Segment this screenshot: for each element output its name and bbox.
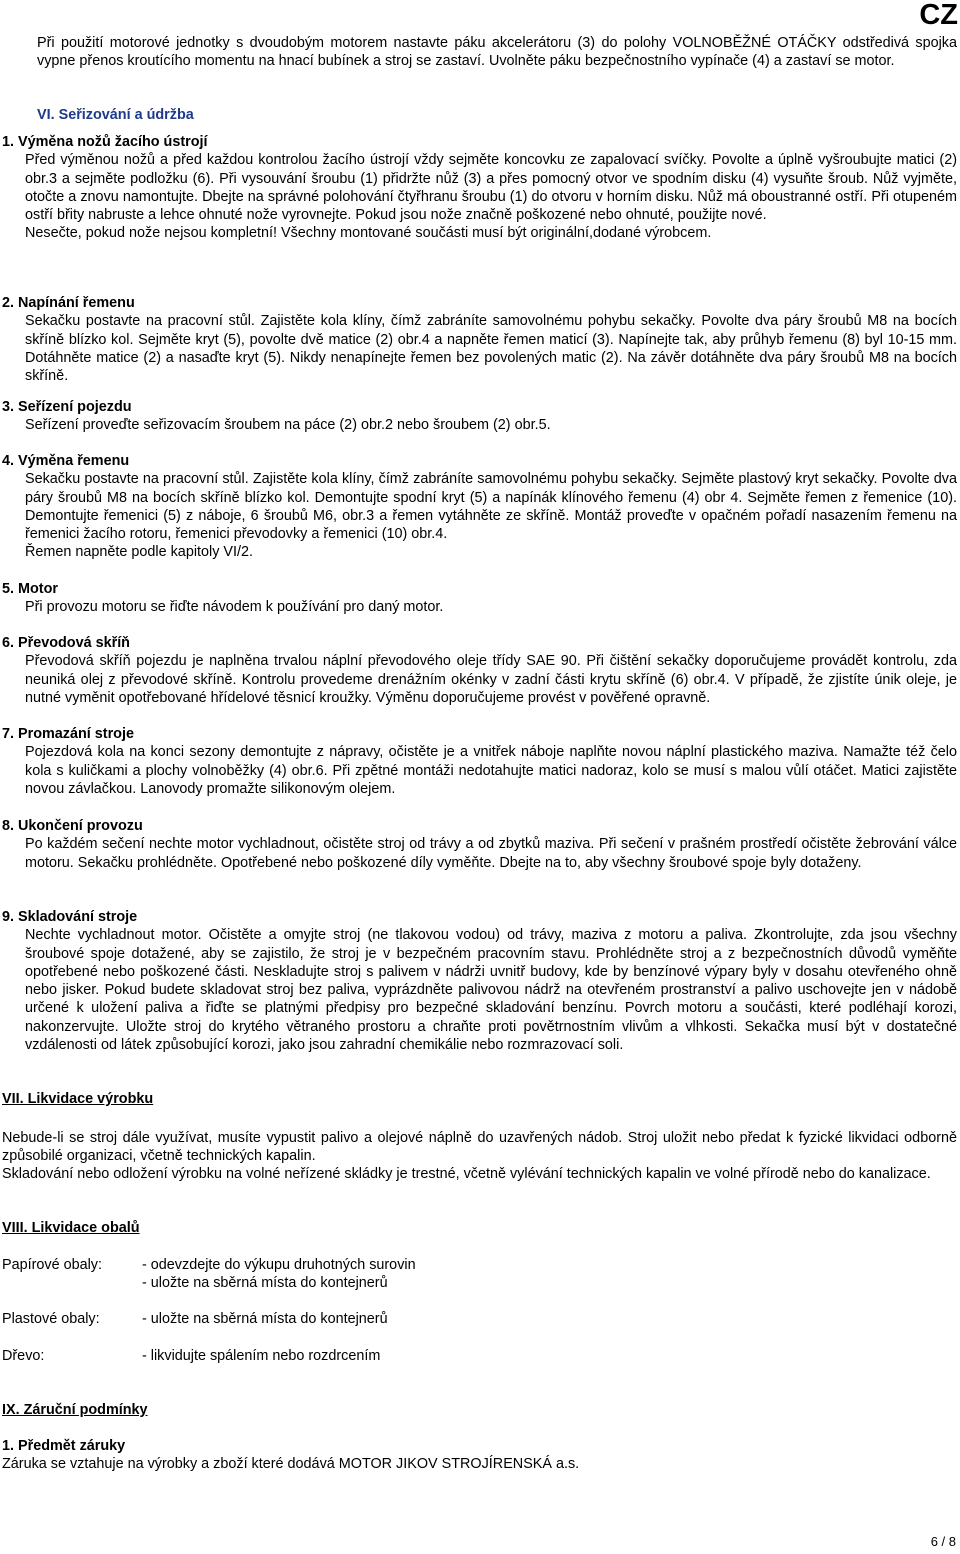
vi-item-9	[2, 908, 957, 1054]
vi-item-5	[2, 580, 957, 617]
section-viii-title: VIII. Likvidace obalů	[2, 1220, 140, 1236]
section-vi-title: VI. Seřizování a údržba	[37, 107, 194, 123]
vi-item-6	[2, 634, 957, 707]
warranty-subject-title: 1. Předmět záruky	[2, 1438, 126, 1454]
vi-item-1-title: 1. Výměna nožů žacího ústrojí	[2, 134, 208, 150]
vi-item-5-title: 5. Motor	[2, 581, 58, 597]
vi-item-2-title: 2. Napínání řemenu	[2, 295, 135, 311]
vi-item-3	[2, 398, 957, 435]
vi-item-2-body: Sekačku postavte na pracovní stůl. Zajistěte kola klíny, čímž zabráníte samovolnému pohybu sekačky. Povolte dva páry šroubů M8 na bocích skříně blízko kol. Sejměte kryt (5), povolte dvě matice (2) obr.4 a napněte řemen maticí (3). Napínejte tak, aby průhyb řemenu (8) byl 10-15 mm. Dotáhněte matice (2) a nasaďte kryt (5). Nikdy nenapínejte řemen bez povolených matic (2). Na závěr dotáhněte dva páry šroubů M8 na bocích skříně.	[25, 313, 957, 385]
section-vii-title: VII. Likvidace výrobku	[2, 1091, 154, 1107]
vi-item-1-body: Před výměnou nožů a před každou kontrolou žacího ústrojí vždy sejměte koncovku ze zapalovací svíčky. Povolte a úplně vyšroubujte matici (2) obr.3 a sejměte podložku (6). Při vysouvání šroubu (1) přidržte nůž (3) a přes pomocný otvor ve spodním disku (4) vysuňte šroub. Nůž vyjměte, otočte a znovu namontujte. Dbejte na správné polohování čtyřhranu šroubu (1) do otvoru v horním disku. Nůž má oboustranné ostří. Při otupeném ostří břity nabruste a lehce ohnuté nože vyrovnejte. Pokud jsou nože značně poškozené nebo ohnuté, použijte nové.	[25, 152, 957, 224]
page-number: 6 / 8	[930, 1534, 956, 1549]
vi-item-8-body: Po každém sečení nechte motor vychladnout, očistěte stroj od trávy a od zbytků maziva. Při sečení v prašném prostředí očistěte žebrování válce motoru. Sekačku prohlédněte. Opotřebené nebo poškozené díly vyměňte. Dbejte na to, aby všechny šroubové spoje byly dotaženy.	[25, 836, 957, 871]
vi-item-5-body: Při provozu motoru se řiďte návodem k používání pro daný motor.	[25, 599, 444, 616]
packaging-wood-label: Dřevo:	[2, 1348, 45, 1364]
warranty-subject-body: Záruka se vztahuje na výrobky a zboží které dodává MOTOR JIKOV STROJÍRENSKÁ a.s.	[2, 1456, 580, 1472]
language-code: CZ	[919, 0, 958, 31]
vi-item-6-body: Převodová skříň pojezdu je naplněna trvalou náplní převodového oleje třídy SAE 90. Při čištění sekačky doporučujeme provádět kontrolu, zda neuniká olej z převodové skříně. Kontrolu provedeme drenážním okénky v zadní části krytu skříně (6) obr.4. V případě, že zjistíte únik oleje, je nutné vyměnit opotřebované hřídelové těsnicí kroužky. Výměnu doporučujeme provést v pověřené opravně.	[25, 653, 957, 706]
vi-item-1-note: Nesečte, pokud nože nejsou kompletní! Všechny montované součásti musí být originální,dodané výrobcem.	[25, 225, 712, 242]
vi-item-3-body: Seřízení proveďte seřizovacím šroubem na páce (2) obr.2 nebo šroubem (2) obr.5.	[25, 417, 551, 434]
packaging-wood-line-1: - likvidujte spálením nebo rozdrcením	[142, 1348, 381, 1364]
vi-item-7-body: Pojezdová kola na konci sezony demontujte z nápravy, očistěte je a vnitřek náboje naplňte novou náplní plastického maziva. Namažte též čelo kola s kuličkami a plochy volnoběžky (4) obr.6. Při zpětné montáži nedotahujte matici nadoraz, kolo se musí s malou vůlí otáčet. Matici zajistěte novou závlačkou. Lanovody promažte silikonovým olejem.	[25, 744, 957, 797]
vi-item-2	[2, 294, 957, 385]
packaging-paper-label: Papírové obaly:	[2, 1257, 102, 1273]
vi-item-9-body: Nechte vychladnout motor. Očistěte a omyjte stroj (ne tlakovou vodou) od trávy, maziva z motoru a paliva. Zkontrolujte, zda jsou všechny šroubové spoje dotažené, aby se zajistilo, že stroj je v bezpečném pracovním stavu. Prohlédněte stroj a z bezpečnostních důvodů vyměňte opotřebené nebo poškozené části. Neskladujte stroj s palivem v nádrži uvnitř budovy, kde by benzínové výpary byly v dosahu otevřeného ohně nebo jisker. Pokud budete skladovat stroj bez paliva, vyprázdněte palivovou nádrž na otevřeném prostranství a palivo uschovejte jen v nádobě určené k uložení paliva a řiďte se platnými předpisy pro bezpečné skladování benzínu. Povrch motoru a součásti, které podléhají korozi, nakonzervujte. Uložte stroj do krytého větraného prostoru a chraňte proti povětrnostním vlivům a vlhkosti. Sekačka musí být v dostatečné vzdálenosti od látek způsobující korozi, jako jsou zahradní chemikálie nebo rozmrazovací soli.	[25, 927, 957, 1054]
vi-item-7-title: 7. Promazání stroje	[2, 726, 134, 742]
packaging-paper-line-1: - odevzdejte do výkupu druhotných surovin	[142, 1257, 416, 1273]
vi-item-6-title: 6. Převodová skříň	[2, 635, 130, 651]
vi-item-8	[2, 817, 957, 872]
section-ix-title: IX. Záruční podmínky	[2, 1402, 148, 1418]
packaging-paper-line-2: - uložte na sběrná místa do kontejnerů	[142, 1275, 388, 1291]
packaging-plastic-line-1: - uložte na sběrná místa do kontejnerů	[142, 1311, 388, 1327]
vi-item-4	[2, 452, 957, 562]
intro-paragraph: Při použití motorové jednotky s dvoudobým motorem nastavte páku akcelerátoru (3) do polohy VOLNOBĚŽNÉ OTÁČKY odstředivá spojka vypne přenos kroutícího momentu na hnací bubínek a stroj se zastaví. Uvolněte páku bezpečnostního vypínače (4) a zastaví se motor.	[37, 35, 957, 69]
vi-item-3-title: 3. Seřízení pojezdu	[2, 399, 132, 415]
section-vii-paragraph-2: Skladování nebo odložení výrobku na volné neřízené skládky je trestné, včetně vylévání technických kapalin ve volné přírodě nebo do kanalizace.	[2, 1166, 931, 1182]
vi-item-8-title: 8. Ukončení provozu	[2, 818, 143, 834]
packaging-plastic-label: Plastové obaly:	[2, 1311, 100, 1327]
vi-item-9-title: 9. Skladování stroje	[2, 909, 138, 925]
section-vii-paragraph-1: Nebude-li se stroj dále využívat, musíte vypustit palivo a olejové náplně do uzavřených nádob. Stroj uložit nebo předat k fyzické likvidaci odborně způsobilé organizaci, včetně technických kapalin.	[2, 1130, 957, 1165]
vi-item-4-body: Sekačku postavte na pracovní stůl. Zajistěte kola klíny, čímž zabráníte samovolnému pohybu sekačky. Sejměte plastový kryt sekačky. Povolte dva páry šroubů M8 na bocích skříně blízko kol. Demontujte spodní kryt (5) a napínák klínového řemenu (4) obr 4. Sejměte řemen z řemenice (10). Demontujte řemenici (5) z náboje, 6 šroubů M6, obr.3 a řemen vytáhněte ze skříně. Montáž proveďte v opačném pořadí nasazením řemenu na řemenici žacího rotoru, řemenici převodovky a řemenici (10) obr.4.	[25, 471, 957, 543]
vi-item-7	[2, 725, 957, 798]
vi-item-1	[2, 133, 957, 243]
vi-item-4-note: Řemen napněte podle kapitoly VI/2.	[25, 544, 254, 561]
vi-item-4-title: 4. Výměna řemenu	[2, 453, 130, 469]
